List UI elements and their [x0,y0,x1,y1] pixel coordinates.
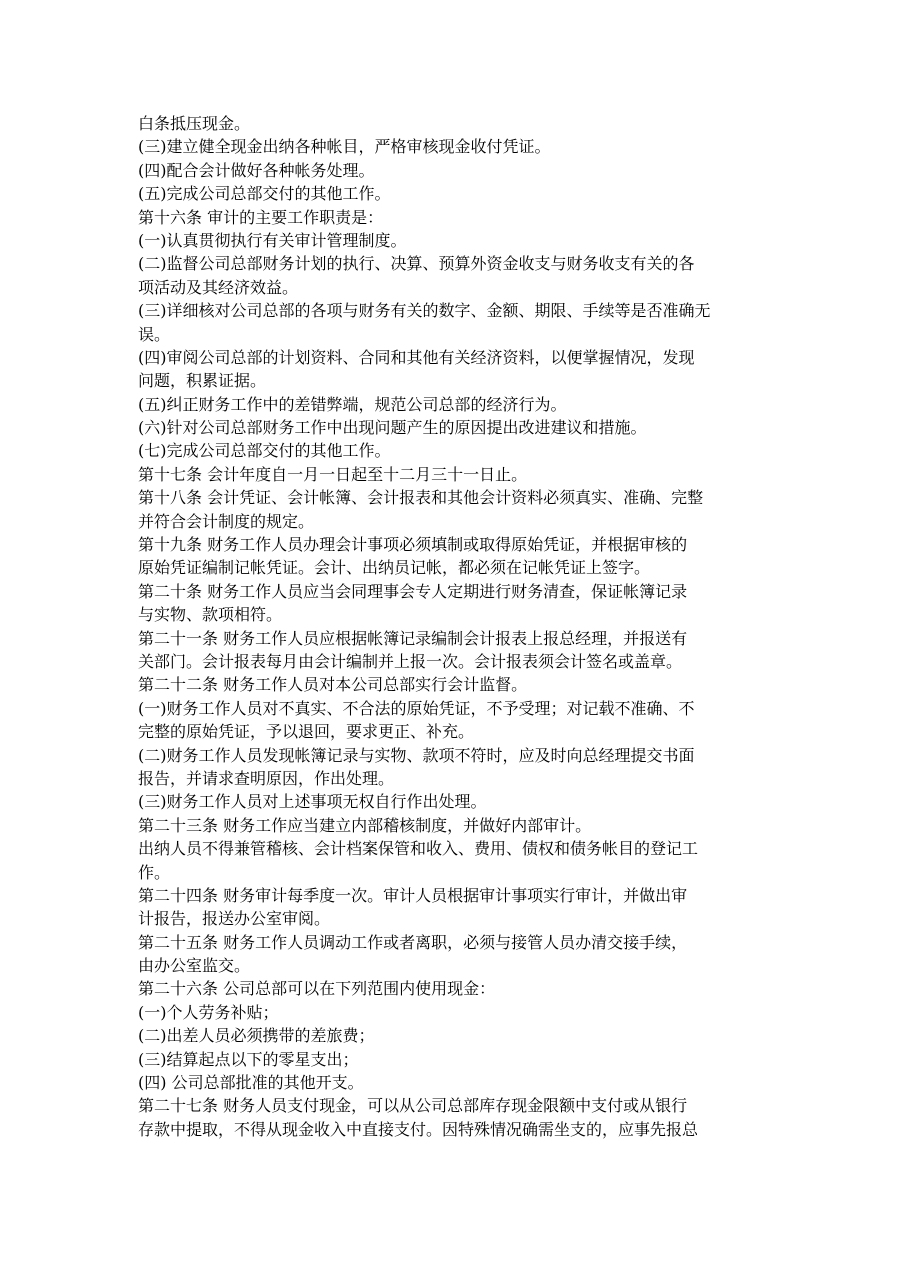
text-line: (一)认真贯彻执行有关审计管理制度。 [138,230,407,250]
article-heading: 第十八条 会计凭证、会计帐簿、会计报表和其他会计资料必须真实、准确、完整 [138,488,704,508]
text-line: 白条抵压现金。 [138,114,251,133]
text-line: 与实物、款项相符。 [138,605,283,625]
article-heading: 第二十六条 公司总部可以在下列范围内使用现金： [138,979,496,999]
text-line: (四) 公司总部批准的其他开支。 [138,1073,364,1093]
text-line: 报告，并请求查明原因，作出处理。 [138,768,395,788]
article-heading: 第十七条 会计年度自一月一日起至十二月三十一日止。 [138,464,528,484]
text-line: 作。 [138,862,171,882]
text-line: 存款中提取，不得从现金收入中直接支付。因特殊情况确需坐支的，应事先报总 [138,1119,699,1139]
text-line: (五)完成公司总部交付的其他工作。 [138,184,391,204]
text-line: 误。 [138,324,171,344]
article-heading: 第二十四条 财务审计每季度一次。审计人员根据审计事项实行审计，并做出审 [138,885,688,905]
text-line: 关部门。会计报表每月由会计编制并上报一次。会计报表须会计签名或盖章。 [138,651,683,671]
text-line: (六)针对公司总部财务工作中出现问题产生的原因提出改进建议和措施。 [138,418,647,438]
article-heading: 第二十条 财务工作人员应当会同理事会专人定期进行财务清查，保证帐簿记录 [138,581,688,601]
text-line: (二)财务工作人员发现帐簿记录与实物、款项不符时，应及时向总经理提交书面 [138,745,695,765]
text-line: 出纳人员不得兼管稽核、会计档案保管和收入、费用、债权和债务帐目的登记工 [138,839,699,859]
text-line: 完整的原始凭证，予以退回，要求更正、补充。 [138,722,475,742]
article-heading: 第二十一条 财务工作人员应根据帐簿记录编制会计报表上报总经理，并报送有 [138,628,688,648]
text-line: (三)结算起点以下的零星支出； [138,1049,359,1069]
text-line: (一)个人劳务补贴； [138,1002,279,1022]
text-line: (四)配合会计做好各种帐务处理。 [138,160,375,180]
text-line: (七)完成公司总部交付的其他工作。 [138,441,391,461]
text-line: (四)审阅公司总部的计划资料、合同和其他有关经济资料，以便掌握情况，发现 [138,347,695,367]
text-line: 并符合会计制度的规定。 [138,511,315,531]
text-line: (三)详细核对公司总部的各项与财务有关的数字、金额、期限、手续等是否准确无 [138,301,711,321]
text-line: 计报告，报送办公室审阅。 [138,909,331,929]
text-line: 原始凭证编制记帐凭证。会计、出纳员记帐，都必须在记帐凭证上签字。 [138,558,651,578]
text-line: (三)建立健全现金出纳各种帐目，严格审核现金收付凭证。 [138,137,551,157]
text-line: 项活动及其经济效益。 [138,277,299,297]
text-line: (二)出差人员必须携带的差旅费； [138,1026,375,1046]
text-line: (二)监督公司总部财务计划的执行、决算、预算外资金收支与财务收支有关的各 [138,254,695,274]
article-heading: 第二十五条 财务工作人员调动工作或者离职，必须与接管人员办清交接手续， [138,932,688,952]
text-line: (五)纠正财务工作中的差错弊端，规范公司总部的经济行为。 [138,394,567,414]
article-heading: 第二十二条 财务工作人员对本公司总部实行会计监督。 [138,675,528,695]
text-line: (一)财务工作人员对不真实、不合法的原始凭证，不予受理；对记载不准确、不 [138,698,695,718]
text-line: (三)财务工作人员对上述事项无权自行作出处理。 [138,792,487,812]
text-line: 问题，积累证据。 [138,371,267,391]
article-heading: 第二十三条 财务工作应当建立内部稽核制度，并做好内部审计。 [138,815,592,835]
article-heading: 第十九条 财务工作人员办理会计事项必须填制或取得原始凭证，并根据审核的 [138,535,688,555]
article-heading: 第二十七条 财务人员支付现金，可以从公司总部库存现金限额中支付或从银行 [138,1096,688,1116]
text-line: 由办公室监交。 [138,956,251,976]
article-heading: 第十六条 审计的主要工作职责是： [138,207,384,227]
document-body [138,112,778,1141]
